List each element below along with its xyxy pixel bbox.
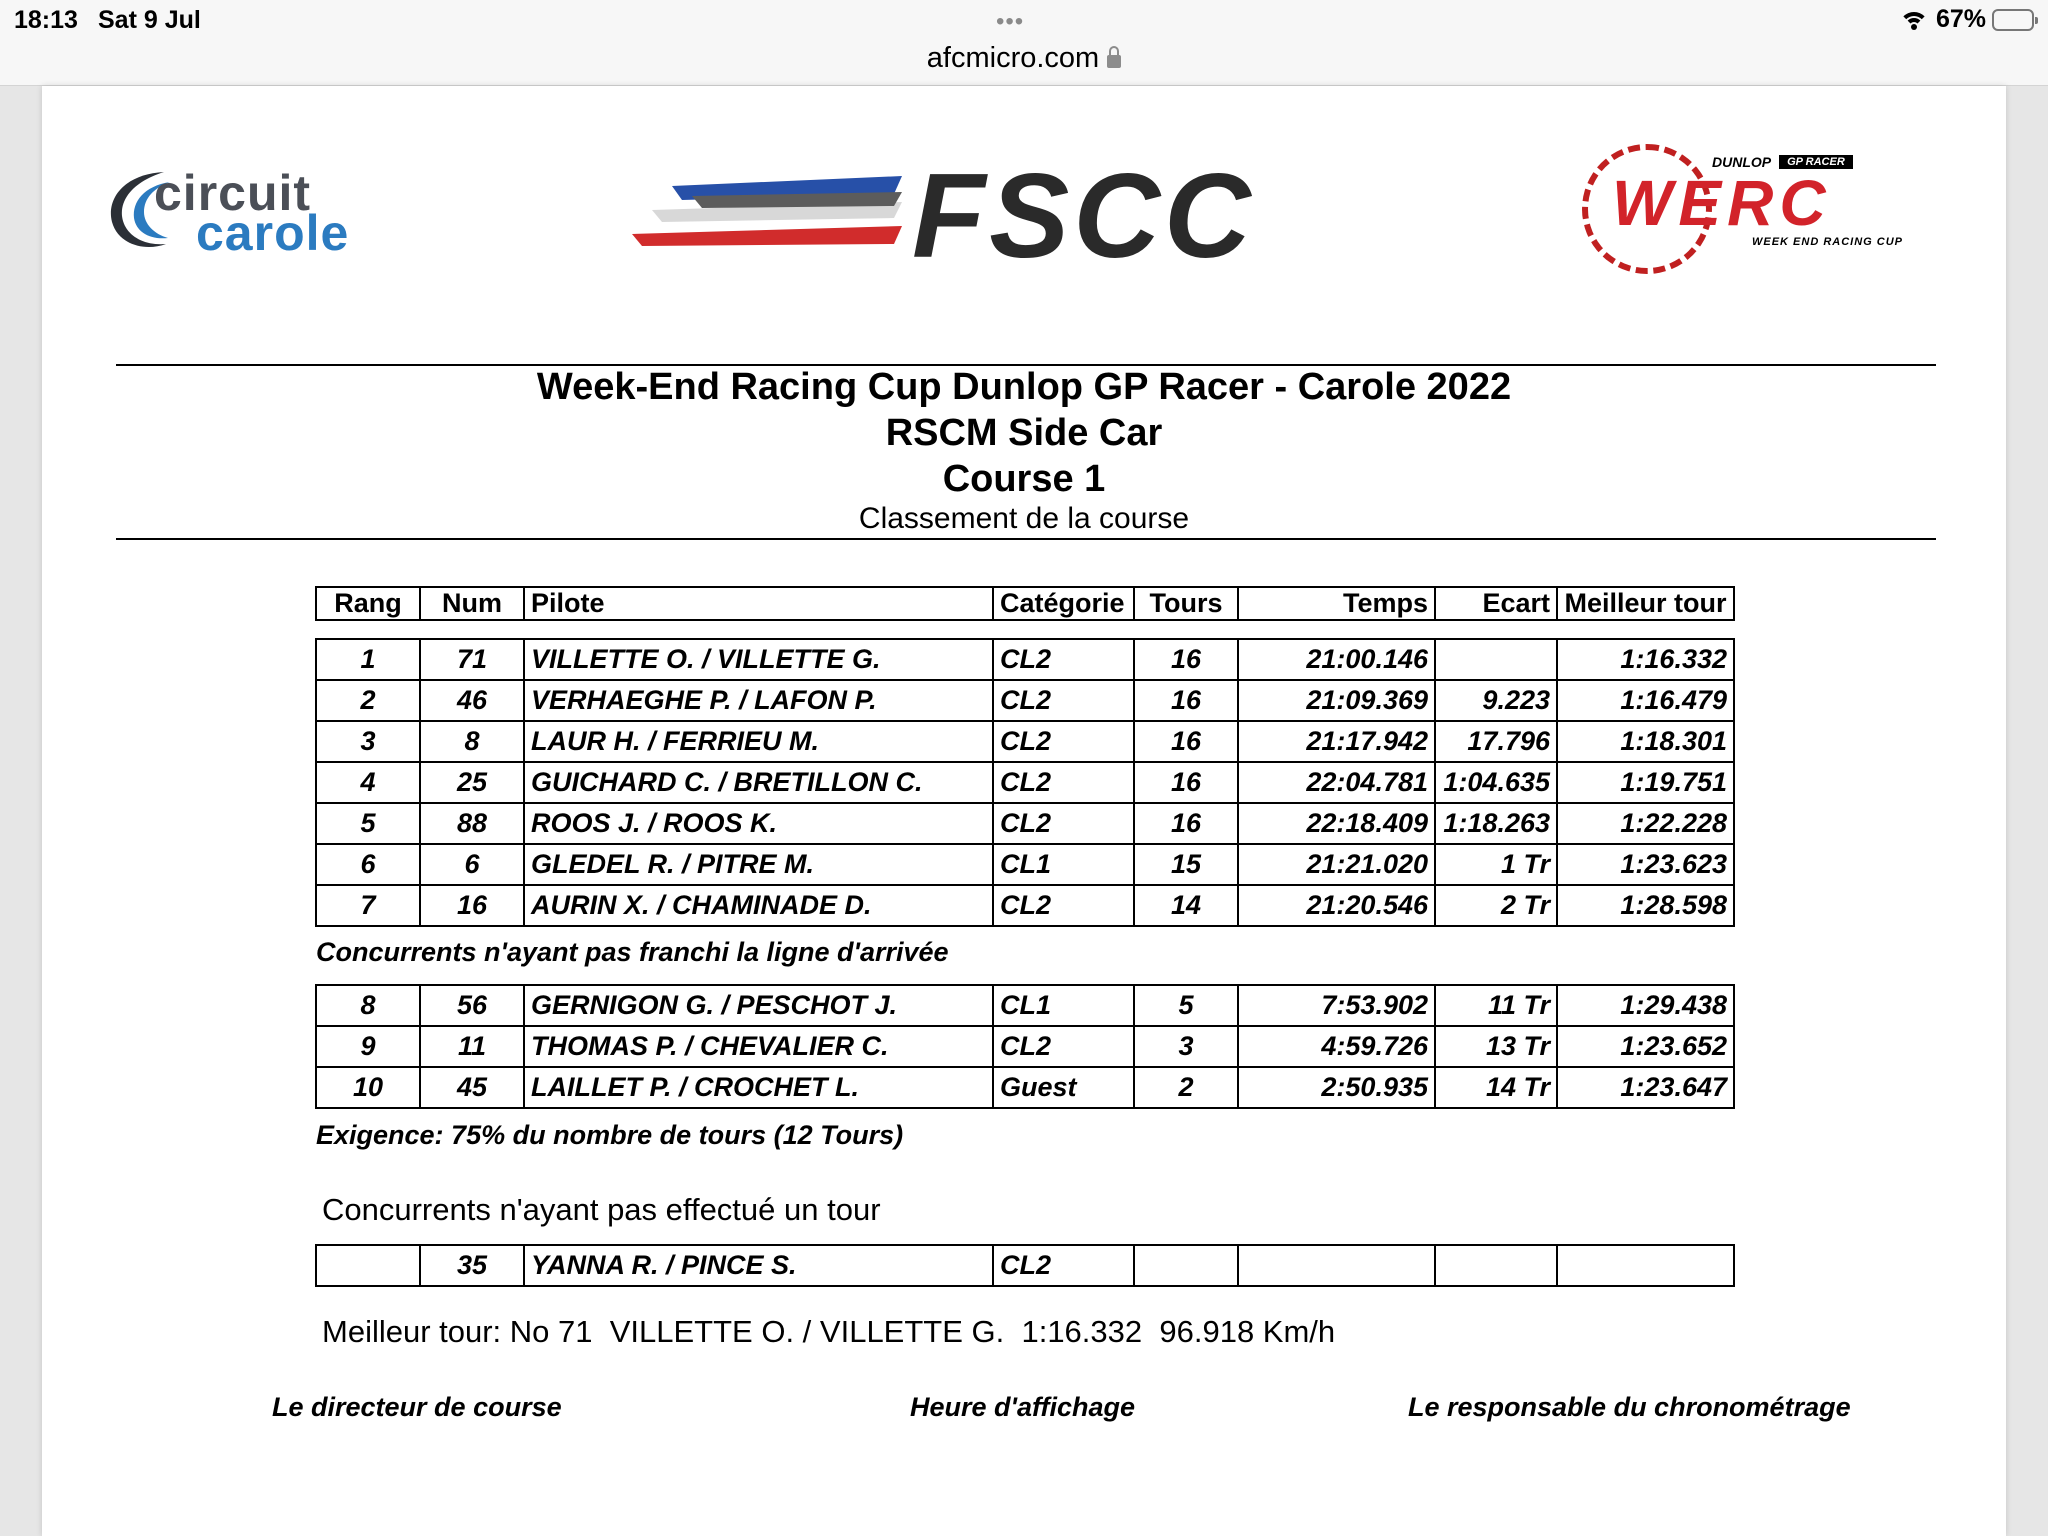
cell-best — [1557, 1245, 1734, 1286]
no-lap-label: Concurrents n'ayant pas effectué un tour — [322, 1192, 881, 1227]
signature-posting-time: Heure d'affichage — [910, 1392, 1135, 1422]
cell-ecart: 14 Tr — [1435, 1067, 1557, 1108]
cell-best: 1:28.598 — [1557, 885, 1734, 926]
ranking-caption: Classement de la course — [858, 502, 1190, 535]
cell-rang: 7 — [316, 885, 420, 926]
cell-rang: 5 — [316, 803, 420, 844]
cell-ecart: 17.796 — [1435, 721, 1557, 762]
results-document — [42, 86, 2006, 1536]
cell-temps: 21:00.146 — [1238, 639, 1435, 680]
cell-num: 35 — [420, 1245, 524, 1286]
cell-temps: 21:20.546 — [1238, 885, 1435, 926]
cell-tours: 16 — [1134, 803, 1238, 844]
cell-tours: 16 — [1134, 721, 1238, 762]
cell-tours — [1134, 1245, 1238, 1286]
date: Sat 9 Jul — [98, 6, 201, 34]
cell-cat: CL2 — [993, 885, 1134, 926]
carole-word: carole — [196, 205, 350, 261]
battery-icon — [1992, 9, 2034, 31]
cell-tours: 15 — [1134, 844, 1238, 885]
results-header — [315, 586, 1735, 621]
event-title: Week-End Racing Cup Dunlop GP Racer - Carole 2022 — [536, 366, 1512, 408]
cell-best: 1:18.301 — [1557, 721, 1734, 762]
table-row — [316, 803, 1734, 844]
non-finishers-table — [315, 984, 1735, 1109]
cell-num: 16 — [420, 885, 524, 926]
cell-num: 88 — [420, 803, 524, 844]
column-header: Temps — [1238, 587, 1435, 620]
best-lap-summary: Meilleur tour: No 71 VILLETTE O. / VILLETTE G. 1:16.332 96.918 Km/h — [322, 1314, 1336, 1349]
cell-rang: 3 — [316, 721, 420, 762]
requirement-note: Exigence: 75% du nombre de tours (12 Tours) — [316, 1120, 904, 1150]
cell-rang: 6 — [316, 844, 420, 885]
cell-cat: CL2 — [993, 762, 1134, 803]
cell-rang: 8 — [316, 985, 420, 1026]
cell-pilote: AURIN X. / CHAMINADE D. — [524, 885, 993, 926]
cell-temps: 4:59.726 — [1238, 1026, 1435, 1067]
cell-best: 1:22.228 — [1557, 803, 1734, 844]
class-title: RSCM Side Car — [885, 412, 1163, 454]
werc-tagline: WEEK END RACING CUP — [1752, 236, 1904, 248]
bottom-rule — [116, 538, 1936, 540]
cell-num: 25 — [420, 762, 524, 803]
column-header: Tours — [1134, 587, 1238, 620]
cell-temps: 21:17.942 — [1238, 721, 1435, 762]
cell-ecart: 13 Tr — [1435, 1026, 1557, 1067]
tricolor-stripes-icon — [632, 154, 932, 274]
cell-cat: CL2 — [993, 721, 1134, 762]
cell-rang: 10 — [316, 1067, 420, 1108]
cell-rang: 2 — [316, 680, 420, 721]
table-row — [316, 680, 1734, 721]
cell-tours: 16 — [1134, 762, 1238, 803]
signature-director: Le directeur de course — [272, 1392, 562, 1422]
cell-ecart — [1435, 1245, 1557, 1286]
cell-cat: CL2 — [993, 680, 1134, 721]
cell-ecart: 1:04.635 — [1435, 762, 1557, 803]
cell-best: 1:29.438 — [1557, 985, 1734, 1026]
cell-rang: 9 — [316, 1026, 420, 1067]
cell-cat: CL2 — [993, 1026, 1134, 1067]
table-row — [316, 1026, 1734, 1067]
cell-pilote: VILLETTE O. / VILLETTE G. — [524, 639, 993, 680]
cell-num: 46 — [420, 680, 524, 721]
cell-temps: 21:21.020 — [1238, 844, 1435, 885]
cell-rang — [316, 1245, 420, 1286]
cell-temps: 22:18.409 — [1238, 803, 1435, 844]
cell-ecart: 2 Tr — [1435, 885, 1557, 926]
gp-racer-badge: GP RACER — [1779, 155, 1853, 169]
column-header: Catégorie — [993, 587, 1134, 620]
table-row — [316, 844, 1734, 885]
cell-tours: 14 — [1134, 885, 1238, 926]
cell-num: 56 — [420, 985, 524, 1026]
cell-best: 1:19.751 — [1557, 762, 1734, 803]
cell-pilote: GUICHARD C. / BRETILLON C. — [524, 762, 993, 803]
cell-num: 11 — [420, 1026, 524, 1067]
cell-num: 6 — [420, 844, 524, 885]
more-dots-icon[interactable]: ••• — [996, 8, 1025, 35]
table-row — [316, 885, 1734, 926]
finishers-table — [315, 638, 1735, 927]
cell-tours: 16 — [1134, 680, 1238, 721]
no-lap-table — [315, 1244, 1735, 1287]
cell-tours: 2 — [1134, 1067, 1238, 1108]
wifi-icon — [1900, 10, 1928, 30]
clock: 18:13 — [14, 6, 78, 34]
cell-tours: 5 — [1134, 985, 1238, 1026]
cell-ecart: 1 Tr — [1435, 844, 1557, 885]
url-text[interactable]: afcmicro.com — [926, 42, 1100, 74]
cell-tours: 16 — [1134, 639, 1238, 680]
cell-ecart: 9.223 — [1435, 680, 1557, 721]
table-row — [316, 721, 1734, 762]
table-row — [316, 985, 1734, 1026]
cell-best: 1:23.623 — [1557, 844, 1734, 885]
cell-ecart: 11 Tr — [1435, 985, 1557, 1026]
cell-pilote: YANNA R. / PINCE S. — [524, 1245, 993, 1286]
werc-wordmark: WERC — [1612, 167, 1832, 239]
header-row — [316, 587, 1734, 620]
cell-temps: 2:50.935 — [1238, 1067, 1435, 1108]
cell-rang: 4 — [316, 762, 420, 803]
fscc-logo — [632, 149, 1352, 283]
cell-pilote: ROOS J. / ROOS K. — [524, 803, 993, 844]
cell-pilote: VERHAEGHE P. / LAFON P. — [524, 680, 993, 721]
lock-icon — [1107, 55, 1121, 68]
circuit-carole-logo — [104, 158, 404, 261]
column-header: Meilleur tour — [1557, 587, 1734, 620]
table-row — [316, 639, 1734, 680]
dunlop-text: DUNLOP — [1712, 154, 1772, 170]
cell-num: 8 — [420, 721, 524, 762]
cell-tours: 3 — [1134, 1026, 1238, 1067]
cell-temps — [1238, 1245, 1435, 1286]
cell-num: 71 — [420, 639, 524, 680]
table-row — [316, 762, 1734, 803]
cell-best: 1:23.652 — [1557, 1026, 1734, 1067]
cell-pilote: LAUR H. / FERRIEU M. — [524, 721, 993, 762]
column-header: Pilote — [524, 587, 993, 620]
cell-temps: 7:53.902 — [1238, 985, 1435, 1026]
cell-pilote: GLEDEL R. / PITRE M. — [524, 844, 993, 885]
non-finishers-label: Concurrents n'ayant pas franchi la ligne d'arrivée — [316, 937, 949, 967]
cell-ecart: 1:18.263 — [1435, 803, 1557, 844]
circuit-word: circuit — [154, 165, 312, 221]
address-bar[interactable] — [0, 42, 2048, 75]
race-title: Course 1 — [942, 458, 1106, 500]
cell-pilote: THOMAS P. / CHEVALIER C. — [524, 1026, 993, 1067]
cell-cat: CL2 — [993, 1245, 1134, 1286]
cell-cat: CL1 — [993, 985, 1134, 1026]
cell-temps: 22:04.781 — [1238, 762, 1435, 803]
cell-cat: Guest — [993, 1067, 1134, 1108]
browser-status-bar — [0, 0, 2048, 86]
battery-percent: 67% — [1935, 5, 1986, 33]
cell-cat: CL1 — [993, 844, 1134, 885]
column-header: Ecart — [1435, 587, 1557, 620]
table-row — [316, 1245, 1734, 1286]
werc-logo — [1582, 144, 1922, 284]
cell-ecart — [1435, 639, 1557, 680]
column-header: Num — [420, 587, 524, 620]
cell-cat: CL2 — [993, 639, 1134, 680]
cell-pilote: LAILLET P. / CROCHET L. — [524, 1067, 993, 1108]
cell-pilote: GERNIGON G. / PESCHOT J. — [524, 985, 993, 1026]
cell-cat: CL2 — [993, 803, 1134, 844]
cell-best: 1:16.479 — [1557, 680, 1734, 721]
cell-num: 45 — [420, 1067, 524, 1108]
cell-temps: 21:09.369 — [1238, 680, 1435, 721]
cell-best: 1:23.647 — [1557, 1067, 1734, 1108]
table-row — [316, 1067, 1734, 1108]
status-indicators — [1900, 5, 2034, 34]
cell-rang: 1 — [316, 639, 420, 680]
cell-best: 1:16.332 — [1557, 639, 1734, 680]
fscc-wordmark: FSCC — [912, 149, 1255, 283]
column-header: Rang — [316, 587, 420, 620]
signature-timing: Le responsable du chronométrage — [1408, 1392, 1851, 1422]
